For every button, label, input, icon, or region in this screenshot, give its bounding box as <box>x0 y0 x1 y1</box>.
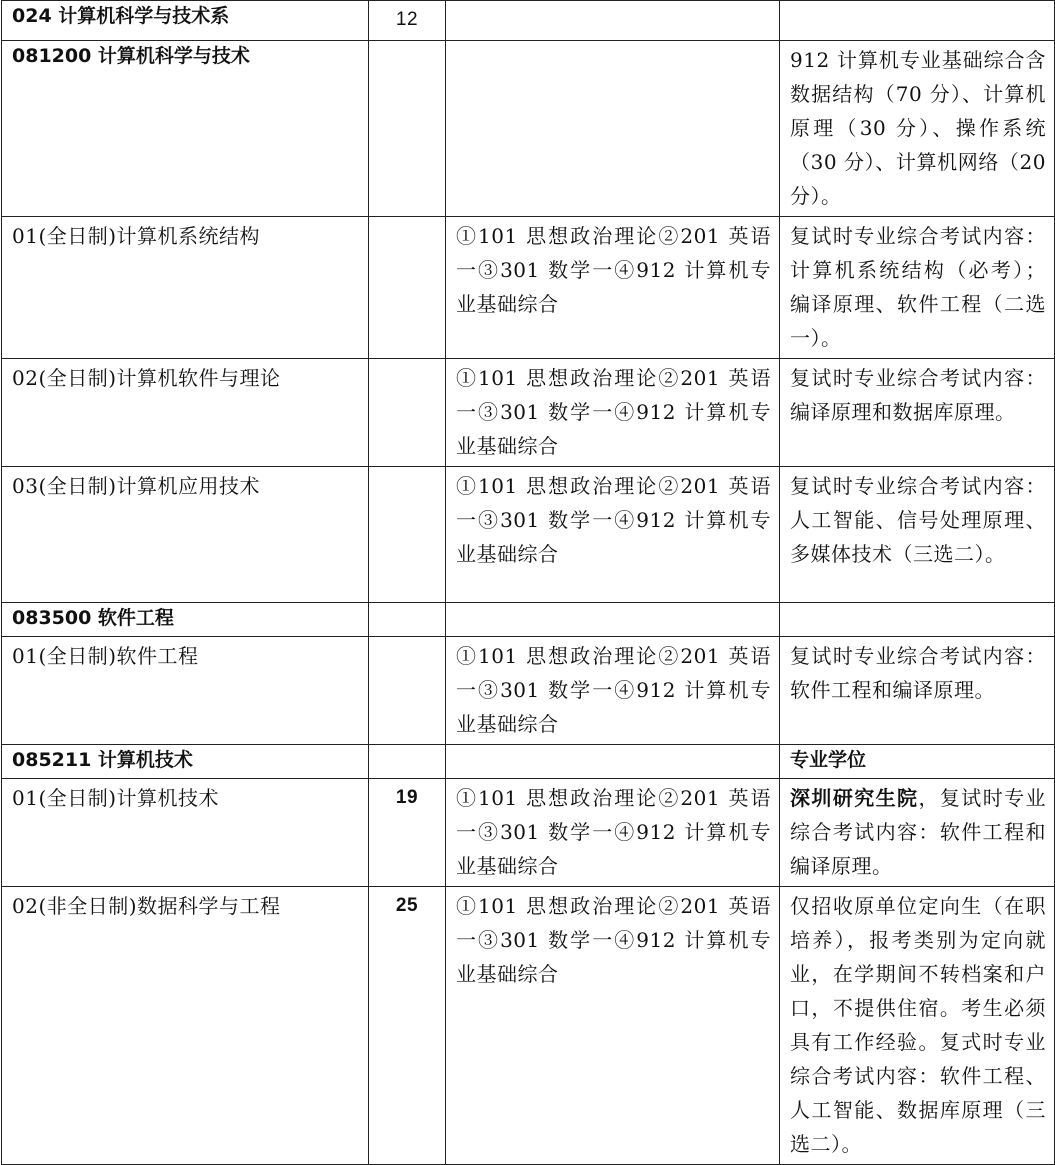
remarks-bold: 深圳研究生院 <box>790 786 919 810</box>
remarks <box>780 359 1055 467</box>
remarks-text: 复试时专业综合考试内容：编译原理和数据库原理。 <box>790 366 1046 424</box>
research-direction: 03(全日制)计算机应用技术 <box>2 467 369 603</box>
table-row <box>2 1 1055 41</box>
exam-subjects <box>446 603 780 637</box>
enrollment-quota <box>369 745 446 779</box>
research-direction: 01(全日制)计算机系统结构 <box>2 217 369 359</box>
remarks-bold: 专业学位 <box>790 749 867 771</box>
remarks-text: 复试时专业综合考试内容：计算机系统结构（必考）；编译原理、软件工程（二选一）。 <box>790 224 1046 350</box>
department-name: 024 计算机科学与技术系 <box>2 1 369 41</box>
enrollment-quota <box>369 603 446 637</box>
remarks-text: 复试时专业综合考试内容：软件工程和编译原理。 <box>790 644 1046 702</box>
research-direction: 02(全日制)计算机软件与理论 <box>2 359 369 467</box>
remarks <box>780 41 1055 217</box>
remarks <box>780 217 1055 359</box>
exam-subjects: ①101 思想政治理论②201 英语一③301 数学一④912 计算机专业基础综合 <box>446 359 780 467</box>
remarks-text: 复试时专业综合考试内容：人工智能、信号处理原理、多媒体技术（三选二）。 <box>790 474 1046 566</box>
enrollment-quota: 19 <box>369 779 446 887</box>
exam-subjects: ①101 思想政治理论②201 英语一③301 数学一④912 计算机专业基础综合 <box>446 779 780 887</box>
remarks-text: ，复试时专业综合考试内容：软件工程和编译原理。 <box>790 786 1047 878</box>
table-row <box>2 467 1055 603</box>
enrollment-quota <box>369 41 446 217</box>
exam-subjects: ①101 思想政治理论②201 英语一③301 数学一④912 计算机专业基础综合 <box>446 467 780 603</box>
enrollment-quota <box>369 217 446 359</box>
exam-subjects <box>446 1 780 41</box>
major-name: 083500 软件工程 <box>2 603 369 637</box>
exam-subjects: ①101 思想政治理论②201 英语一③301 数学一④912 计算机专业基础综合 <box>446 217 780 359</box>
major-name: 085211 计算机技术 <box>2 745 369 779</box>
remarks-text: 912 计算机专业基础综合含数据结构（70 分）、计算机原理（30 分）、操作系统（30 分）、计算机网络（20 分）。 <box>790 48 1046 208</box>
table-row <box>2 637 1055 745</box>
remarks <box>780 637 1055 745</box>
research-direction: 02(非全日制)数据科学与工程 <box>2 887 369 1165</box>
research-direction: 01(全日制)软件工程 <box>2 637 369 745</box>
table-row <box>2 359 1055 467</box>
table-row <box>2 745 1055 779</box>
remarks <box>780 467 1055 603</box>
enrollment-quota <box>369 359 446 467</box>
remarks-text: 仅招收原单位定向生（在职培养），报考类别为定向就业，在学期间不转档案和户口，不提供住宿。考生必须具有工作经验。复式时专业综合考试内容：软件工程、人工智能、数据库原理（三选二）。 <box>790 894 1046 1156</box>
enrollment-quota: 12 <box>369 1 446 41</box>
table-row <box>2 887 1055 1165</box>
table-row <box>2 41 1055 217</box>
table-row <box>2 779 1055 887</box>
exam-subjects: ①101 思想政治理论②201 英语一③301 数学一④912 计算机专业基础综合 <box>446 887 780 1165</box>
exam-subjects: ①101 思想政治理论②201 英语一③301 数学一④912 计算机专业基础综合 <box>446 637 780 745</box>
remarks <box>780 1 1055 41</box>
table-row <box>2 217 1055 359</box>
remarks <box>780 887 1055 1165</box>
exam-subjects <box>446 745 780 779</box>
remarks <box>780 745 1055 779</box>
major-name: 081200 计算机科学与技术 <box>2 41 369 217</box>
remarks <box>780 603 1055 637</box>
remarks <box>780 779 1055 887</box>
admissions-table <box>1 0 1055 1165</box>
enrollment-quota <box>369 467 446 603</box>
table-row <box>2 603 1055 637</box>
exam-subjects <box>446 41 780 217</box>
research-direction: 01(全日制)计算机技术 <box>2 779 369 887</box>
enrollment-quota <box>369 637 446 745</box>
enrollment-quota: 25 <box>369 887 446 1165</box>
